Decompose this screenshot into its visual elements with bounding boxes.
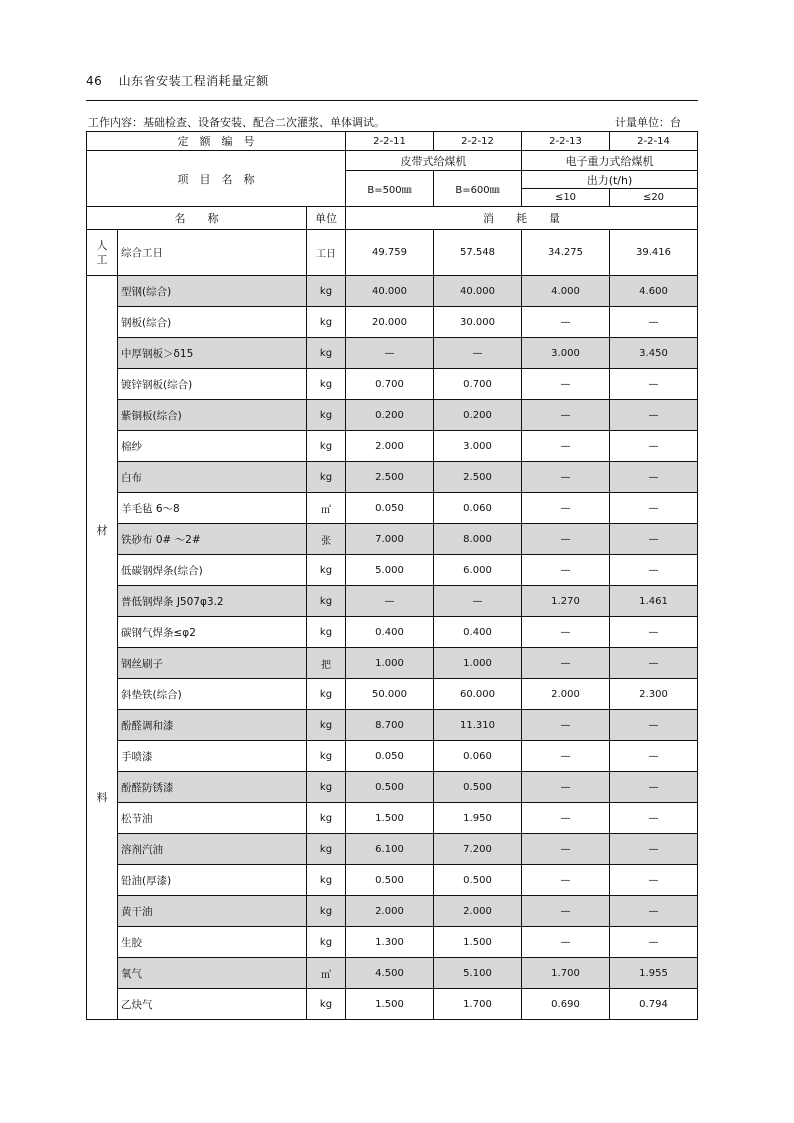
material-value: 0.060 — [434, 493, 522, 524]
material-value: 40.000 — [346, 276, 434, 307]
material-value: — — [522, 555, 610, 586]
material-value: — — [610, 834, 698, 865]
material-value: 7.000 — [346, 524, 434, 555]
material-unit: ㎡ — [307, 493, 346, 524]
labor-value: 57.548 — [434, 230, 522, 276]
material-name: 钢丝刷子 — [118, 648, 307, 679]
material-value: 0.794 — [610, 989, 698, 1020]
material-unit: 张 — [307, 524, 346, 555]
material-row — [87, 524, 698, 555]
material-unit: kg — [307, 586, 346, 617]
page-header — [86, 72, 698, 96]
material-unit: 把 — [307, 648, 346, 679]
material-value: — — [610, 617, 698, 648]
material-unit: kg — [307, 710, 346, 741]
material-value: 0.200 — [434, 400, 522, 431]
item-name-label: 项 目 名 称 — [87, 151, 346, 207]
column-header-row — [87, 207, 698, 230]
material-value: 1.270 — [522, 586, 610, 617]
material-row — [87, 896, 698, 927]
material-value: — — [610, 524, 698, 555]
material-name: 铅油(厚漆) — [118, 865, 307, 896]
material-name: 碳钢气焊条≤φ2 — [118, 617, 307, 648]
material-value: — — [522, 307, 610, 338]
labor-value: 49.759 — [346, 230, 434, 276]
material-value: 40.000 — [434, 276, 522, 307]
material-name: 羊毛毡 6～8 — [118, 493, 307, 524]
labor-category: 人 工 — [87, 230, 118, 276]
material-row — [87, 679, 698, 710]
material-row — [87, 431, 698, 462]
quota-code: 2-2-14 — [610, 132, 698, 151]
material-value: — — [610, 741, 698, 772]
material-value: 2.500 — [346, 462, 434, 493]
material-value: 2.300 — [610, 679, 698, 710]
material-value: 0.500 — [346, 865, 434, 896]
material-row — [87, 617, 698, 648]
labor-row — [87, 230, 698, 276]
material-unit: kg — [307, 834, 346, 865]
material-value: 1.700 — [434, 989, 522, 1020]
material-value: — — [610, 927, 698, 958]
material-value: 1.000 — [346, 648, 434, 679]
material-unit: kg — [307, 741, 346, 772]
group-gravimetric-feeder: 电子重力式给煤机 — [522, 151, 698, 171]
material-unit: ㎥ — [307, 958, 346, 989]
work-content: 工作内容：基础检查、设备安装、配合二次灌浆、单体调试。 — [88, 116, 385, 129]
material-unit: kg — [307, 927, 346, 958]
material-value: 0.400 — [346, 617, 434, 648]
material-value: — — [610, 431, 698, 462]
material-value: 1.500 — [346, 803, 434, 834]
material-value: 0.060 — [434, 741, 522, 772]
material-value: 1.500 — [346, 989, 434, 1020]
material-name: 溶剂汽油 — [118, 834, 307, 865]
material-value: 2.000 — [346, 431, 434, 462]
material-value: 30.000 — [434, 307, 522, 338]
material-value: 0.500 — [346, 772, 434, 803]
material-row — [87, 989, 698, 1020]
material-category-top: 材 — [96, 524, 108, 537]
material-category-bottom: 料 — [96, 791, 108, 805]
material-value: 0.690 — [522, 989, 610, 1020]
material-unit: kg — [307, 772, 346, 803]
quota-code: 2-2-12 — [434, 132, 522, 151]
material-row — [87, 462, 698, 493]
material-value: 4.500 — [346, 958, 434, 989]
material-row — [87, 834, 698, 865]
material-value: 3.000 — [434, 431, 522, 462]
material-value: — — [610, 462, 698, 493]
material-value: 0.050 — [346, 493, 434, 524]
material-unit: kg — [307, 679, 346, 710]
material-unit: kg — [307, 617, 346, 648]
material-value: 0.400 — [434, 617, 522, 648]
material-row — [87, 338, 698, 369]
material-value: — — [522, 834, 610, 865]
quota-table — [86, 131, 698, 1020]
labor-value: 39.416 — [610, 230, 698, 276]
material-unit: kg — [307, 431, 346, 462]
output-label: 出力(t/h) — [522, 171, 698, 189]
material-row — [87, 493, 698, 524]
material-value: 0.700 — [346, 369, 434, 400]
material-value: 2.000 — [522, 679, 610, 710]
material-name: 手喷漆 — [118, 741, 307, 772]
material-value: — — [346, 586, 434, 617]
material-name: 酚醛防锈漆 — [118, 772, 307, 803]
material-name: 斜垫铁(综合) — [118, 679, 307, 710]
material-unit: kg — [307, 400, 346, 431]
material-value: 3.450 — [610, 338, 698, 369]
material-value: 2.000 — [346, 896, 434, 927]
material-value: 5.000 — [346, 555, 434, 586]
quota-code: 2-2-11 — [346, 132, 434, 151]
material-value: 5.100 — [434, 958, 522, 989]
material-unit: kg — [307, 803, 346, 834]
material-value: — — [610, 896, 698, 927]
material-value: — — [610, 369, 698, 400]
material-name: 生胶 — [118, 927, 307, 958]
material-value: — — [434, 586, 522, 617]
material-value: — — [522, 865, 610, 896]
material-value: 1.500 — [434, 927, 522, 958]
material-value: — — [522, 772, 610, 803]
material-value: — — [610, 803, 698, 834]
material-value: — — [522, 493, 610, 524]
col-name: 名 称 — [87, 207, 307, 230]
material-value: 1.300 — [346, 927, 434, 958]
material-name: 普低钢焊条 J507φ3.2 — [118, 586, 307, 617]
material-value: 1.950 — [434, 803, 522, 834]
material-value: — — [522, 803, 610, 834]
material-row — [87, 586, 698, 617]
material-value: 1.000 — [434, 648, 522, 679]
material-name: 铁砂布 0# ～2# — [118, 524, 307, 555]
material-value: 8.000 — [434, 524, 522, 555]
material-name: 中厚钢板＞δ15 — [118, 338, 307, 369]
group-belt-feeder: 皮带式给煤机 — [346, 151, 522, 171]
material-value: 6.000 — [434, 555, 522, 586]
material-value: — — [522, 710, 610, 741]
material-value: — — [610, 648, 698, 679]
material-value: 20.000 — [346, 307, 434, 338]
output-le-10: ≤10 — [522, 189, 610, 207]
material-value: 2.500 — [434, 462, 522, 493]
material-value: 0.500 — [434, 772, 522, 803]
material-unit: kg — [307, 555, 346, 586]
material-row — [87, 865, 698, 896]
header-rule — [86, 100, 698, 101]
material-value: — — [610, 555, 698, 586]
material-unit: kg — [307, 338, 346, 369]
material-value: 3.000 — [522, 338, 610, 369]
material-value: — — [522, 462, 610, 493]
material-unit: kg — [307, 276, 346, 307]
col-consumption: 消 耗 量 — [346, 207, 698, 230]
quota-no-label: 定 额 编 号 — [87, 132, 346, 151]
material-value: — — [522, 617, 610, 648]
material-row — [87, 648, 698, 679]
material-unit: kg — [307, 989, 346, 1020]
material-value: — — [434, 338, 522, 369]
material-value: 6.100 — [346, 834, 434, 865]
material-name: 型钢(综合) — [118, 276, 307, 307]
material-name: 钢板(综合) — [118, 307, 307, 338]
output-le-20: ≤20 — [610, 189, 698, 207]
material-unit: kg — [307, 369, 346, 400]
material-value: — — [610, 493, 698, 524]
material-value: — — [610, 400, 698, 431]
material-value: — — [522, 896, 610, 927]
material-name: 镀锌钢板(综合) — [118, 369, 307, 400]
material-name: 紫铜板(综合) — [118, 400, 307, 431]
group-row — [87, 151, 698, 171]
material-row — [87, 772, 698, 803]
material-name: 酚醛调和漆 — [118, 710, 307, 741]
belt-width-600: B=600㎜ — [434, 171, 522, 207]
material-value: — — [522, 524, 610, 555]
material-unit: kg — [307, 896, 346, 927]
quota-code: 2-2-13 — [522, 132, 610, 151]
belt-width-500: B=500㎜ — [346, 171, 434, 207]
col-unit: 单位 — [307, 207, 346, 230]
material-value: 11.310 — [434, 710, 522, 741]
material-value: 1.700 — [522, 958, 610, 989]
material-unit: kg — [307, 307, 346, 338]
material-row — [87, 803, 698, 834]
material-unit: kg — [307, 462, 346, 493]
material-value: 0.200 — [346, 400, 434, 431]
material-name: 棉纱 — [118, 431, 307, 462]
material-row — [87, 741, 698, 772]
material-value: — — [610, 772, 698, 803]
quota-code-row — [87, 132, 698, 151]
material-value: 7.200 — [434, 834, 522, 865]
material-value: 60.000 — [434, 679, 522, 710]
material-value: — — [522, 400, 610, 431]
material-value: — — [522, 369, 610, 400]
material-name: 低碳钢焊条(综合) — [118, 555, 307, 586]
material-row — [87, 400, 698, 431]
material-value: 0.050 — [346, 741, 434, 772]
material-name: 黄干油 — [118, 896, 307, 927]
material-value: 8.700 — [346, 710, 434, 741]
material-row — [87, 927, 698, 958]
material-row — [87, 369, 698, 400]
material-name: 白布 — [118, 462, 307, 493]
material-row — [87, 276, 698, 307]
labor-unit: 工日 — [307, 230, 346, 276]
labor-value: 34.275 — [522, 230, 610, 276]
material-name: 氧气 — [118, 958, 307, 989]
book-title: 山东省安装工程消耗量定额 — [118, 74, 269, 88]
material-value: — — [522, 431, 610, 462]
material-value: — — [522, 927, 610, 958]
material-value: 0.700 — [434, 369, 522, 400]
material-value: — — [610, 307, 698, 338]
measure-unit: 计量单位：台 — [615, 116, 681, 129]
material-category — [87, 276, 118, 1020]
page-number: 46 — [86, 74, 103, 88]
material-value: 0.500 — [434, 865, 522, 896]
material-name: 松节油 — [118, 803, 307, 834]
material-value: — — [522, 741, 610, 772]
material-value: 1.955 — [610, 958, 698, 989]
labor-name: 综合工日 — [118, 230, 307, 276]
material-value: — — [610, 710, 698, 741]
material-value: 4.600 — [610, 276, 698, 307]
material-row — [87, 307, 698, 338]
material-value: — — [346, 338, 434, 369]
material-value: 50.000 — [346, 679, 434, 710]
material-value: — — [610, 865, 698, 896]
material-row — [87, 710, 698, 741]
material-value: 2.000 — [434, 896, 522, 927]
material-value: 4.000 — [522, 276, 610, 307]
material-name: 乙炔气 — [118, 989, 307, 1020]
material-value: — — [522, 648, 610, 679]
material-row — [87, 555, 698, 586]
material-row — [87, 958, 698, 989]
material-value: 1.461 — [610, 586, 698, 617]
material-unit: kg — [307, 865, 346, 896]
